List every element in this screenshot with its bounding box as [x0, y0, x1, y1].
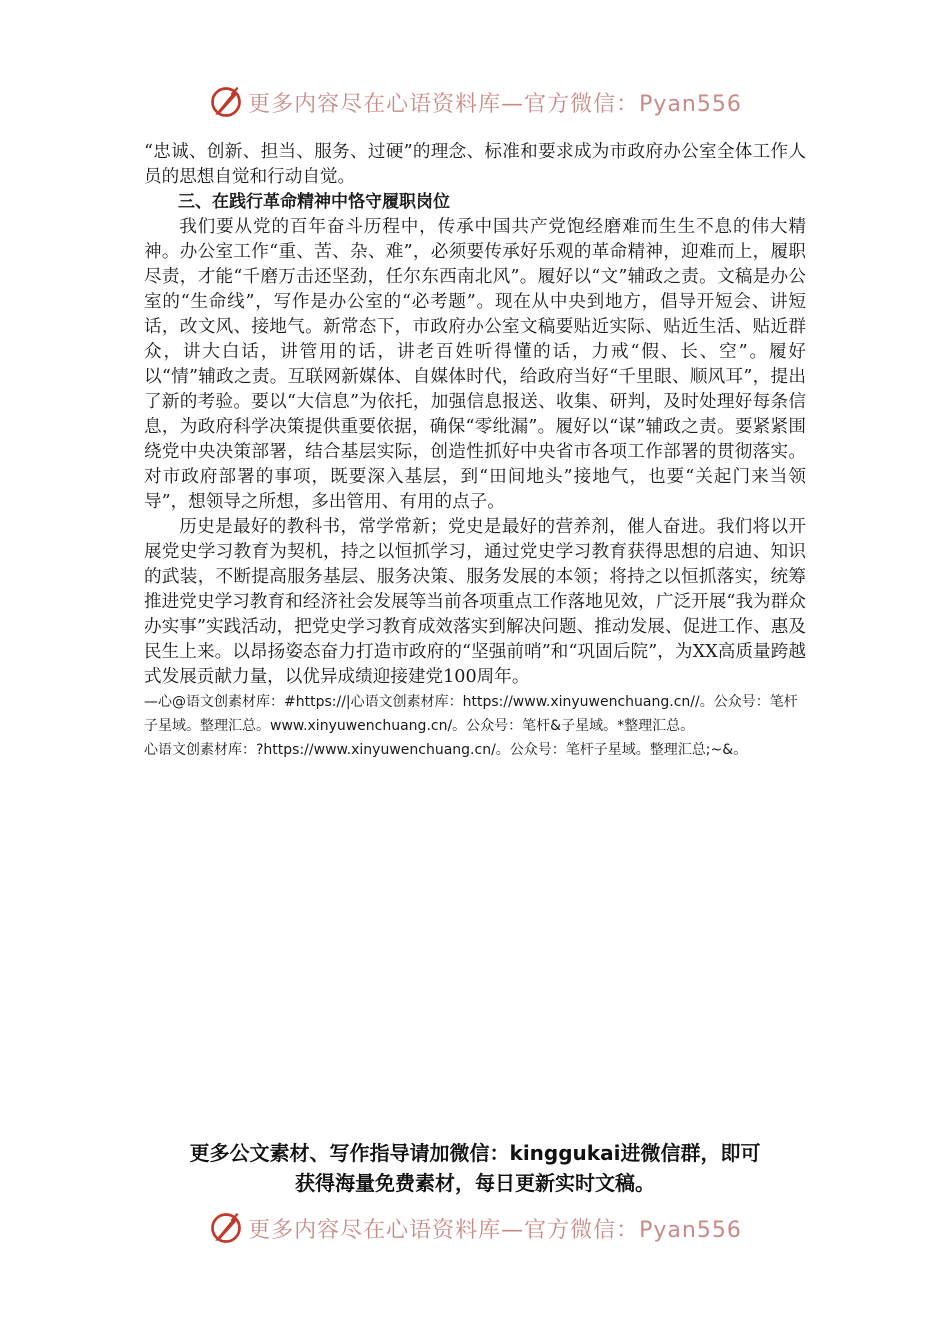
banner-text: 更多内容尽在心语资料库—官方微信：Pyan556 [248, 1217, 742, 1243]
paragraph-1: 我们要从党的百年奋斗历程中，传承中国共产党饱经磨难而生生不息的伟大精神。办公室工作“重、苦、杂、难”，必须要传承好乐观的革命精神，迎难而上，履职尽责，才能“千磨万击还坚劲，任尔东西南北风”。履好以“文”辅政之责。文稿是办公室的“生命线”，写作是办公室的“必考题”。现在从中央到地方，倡导开短会、讲短话，改文风、接地气。新常态下，市政府办公室文稿要贴近实际、贴近生活、贴近群众，讲大白话，讲管用的话，讲老百姓听得懂的话，力戒“假、长、空”。履好以“情”辅政之责。互联网新媒体、自媒体时代，给政府当好“千里眼、顺风耳”，提出了新的考验。要以“大信息”为依托，加强信息报送、收集、研判，及时处理好每条信息，为政府科学决策提供重要依据，确保“零纰漏”。履好以“谋”辅政之责。要紧紧围绕党中央决策部署，结合基层实际，创造性抓好中央省市各项工作部署的贯彻落实。对市政府部署的事项，既要深入基层，到“田间地头”接地气，也要“关起门来当领导”，想领导之所想，多出管用、有用的点子。 [144, 217, 806, 512]
footnote-2: 心语文创素材库：?https://www.xinyuwenchuang.cn/。公众号：笔杆子星域。整理汇总;~&。 [144, 742, 748, 758]
footnote-1: —心@语文创素材库：#https://|心语文创素材库：https://www.xinyuwenchuang.cn//。公众号：笔杆子星域。整理汇总。www.xinyuwenchuang.cn/。公众号：笔杆&子星域。*整理汇总。 [144, 694, 798, 734]
document-body [144, 140, 806, 762]
footer-banner [0, 1208, 950, 1248]
call-to-action [120, 1138, 830, 1198]
section-heading: 三、在践行革命精神中恪守履职岗位 [178, 192, 450, 212]
cta-line-1: 更多公文素材、写作指导请加微信：kinggukai进微信群，即可 [189, 1141, 761, 1165]
pen-circle-logo-icon [208, 1210, 244, 1246]
cta-line-2: 获得海量免费素材，每日更新实时文稿。 [295, 1171, 655, 1195]
intro-paragraph: “忠诚、创新、担当、服务、过硬”的理念、标准和要求成为市政府办公室全体工作人员的思想自觉和行动自觉。 [144, 142, 806, 187]
header-banner [0, 82, 950, 122]
pen-circle-logo-icon [208, 84, 244, 120]
banner-text: 更多内容尽在心语资料库—官方微信：Pyan556 [248, 91, 742, 117]
paragraph-2: 历史是最好的教科书，常学常新；党史是最好的营养剂，催人奋进。我们将以开展党史学习教育为契机，持之以恒抓学习，通过党史学习教育获得思想的启迪、知识的武装，不断提高服务基层、服务决策、服务发展的本领；将持之以恒抓落实，统筹推进党史学习教育和经济社会发展等当前各项重点工作落地见效，广泛开展“我为群众办实事”实践活动，把党史学习教育成效落实到解决问题、推动发展、促进工作、惠及民生上来。以昂扬姿态奋力打造市政府的“坚强前哨”和“巩固后院”，为XX高质量跨越式发展贡献力量，以优异成绩迎接建党100周年。 [144, 517, 806, 687]
